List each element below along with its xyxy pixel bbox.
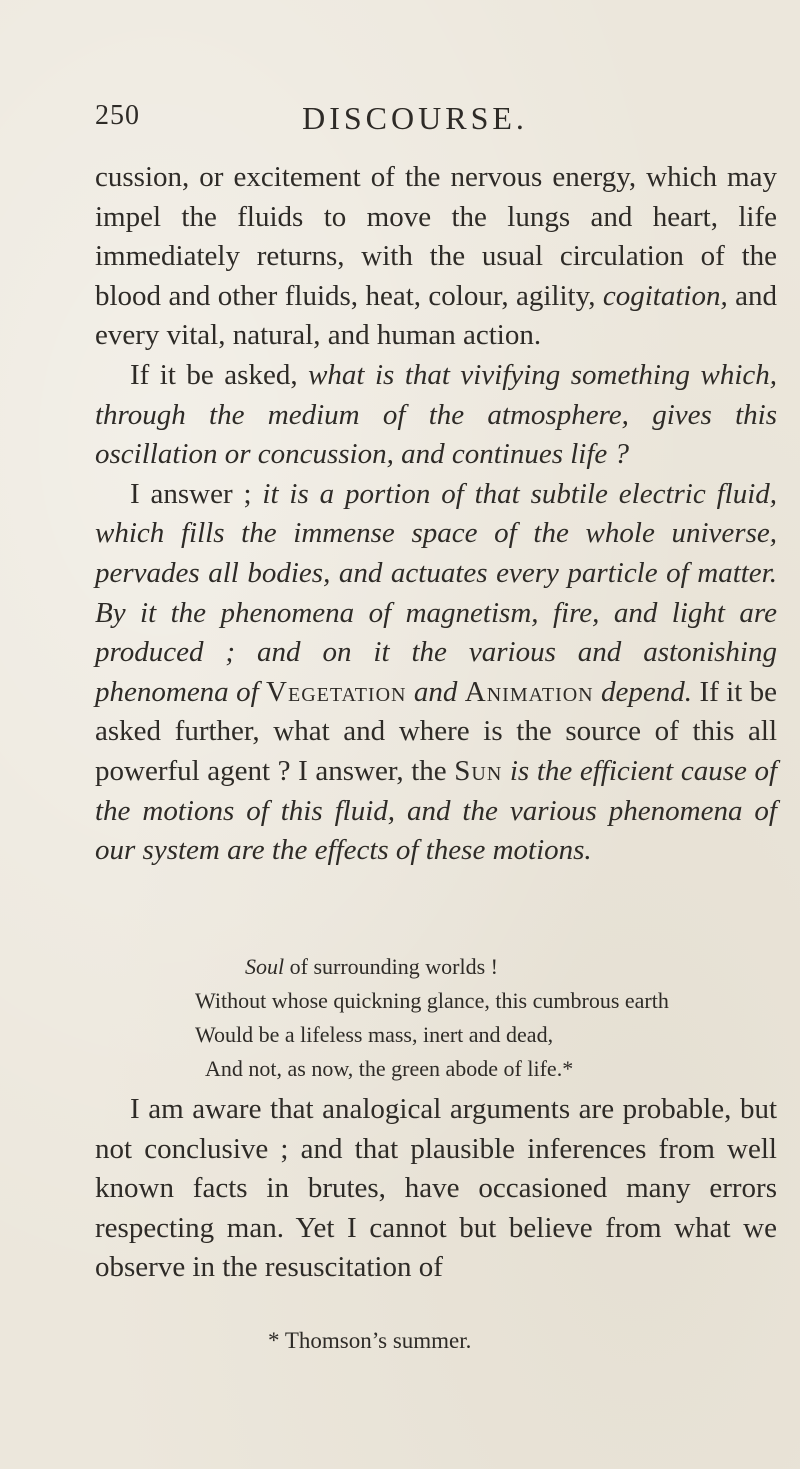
paragraph-1-italic: cogitation, xyxy=(602,279,728,312)
paragraph-3 xyxy=(95,475,777,871)
paragraph-3-italic-3: is the efficient cause of the motions of this fluid, and the various phenomena of our system are the effects of these motions. xyxy=(95,754,778,867)
paragraph-2-lead: If it be asked, xyxy=(130,358,298,391)
paragraph-2 xyxy=(95,356,777,475)
running-head xyxy=(95,100,735,140)
footnote: * Thomson’s summer. xyxy=(268,1328,472,1353)
paragraph-1-text: cussion, or excitement of the nervous energy, which may impel the fluids to move the lungs and heart, life immediately returns, with the usual circulation of the blood and other fluids, heat, colour, agility, xyxy=(95,161,777,312)
poem-line-1-italic: Soul xyxy=(245,954,285,979)
paragraph-3-lead: I answer ; xyxy=(130,477,252,510)
paragraph-3-italic-2: depend. xyxy=(601,675,693,708)
paragraph-3-italic-1: it is a portion of that subtile electric fluid, which fills the immense space of the whole universe, pervades all bodies, and actuates every particle of matter. By it the phenomena of magnetism, fire, and light are produced ; and on it the various and astonishing phenomena of xyxy=(95,477,777,708)
poem-line-1 xyxy=(195,950,755,984)
animation-smallcaps: Animation xyxy=(464,675,594,708)
poem-line-3: Would be a lifeless mass, inert and dead, xyxy=(195,1022,554,1047)
poem-line-1-rest: of surrounding worlds ! xyxy=(289,954,498,979)
vegetation-smallcaps: Vegetation xyxy=(266,675,407,708)
body-text-lower xyxy=(95,1090,777,1288)
paragraph-1-end: and every vital, natural, and human action. xyxy=(95,279,777,352)
sun-smallcaps: Sun xyxy=(454,754,503,787)
body-text-upper xyxy=(95,158,777,871)
page-title: DISCOURSE. xyxy=(302,100,528,136)
paragraph-3-mid: If it be asked further, what and where is the source of this all powerful agent ? I answer, the xyxy=(95,675,778,787)
poem-quote xyxy=(195,950,755,1086)
poem-line-2: Without whose quickning glance, this cumbrous earth xyxy=(195,988,669,1013)
page-number: 250 xyxy=(95,100,140,131)
paragraph-4: I am aware that analogical arguments are probable, but not conclusive ; and that plausible inferences from well known facts in brutes, have occasioned many errors respecting man. Yet I cannot but believe from what we observe in the resuscitation of xyxy=(95,1093,777,1284)
paragraph-2-italic: what is that vivifying something which, through the medium of the atmosphere, gives this oscillation or concussion, and continues life ? xyxy=(95,358,777,471)
paragraph-3-and: and xyxy=(413,675,458,708)
poem-line-4: And not, as now, the green abode of life.* xyxy=(205,1056,574,1081)
paragraph-1 xyxy=(95,158,777,356)
